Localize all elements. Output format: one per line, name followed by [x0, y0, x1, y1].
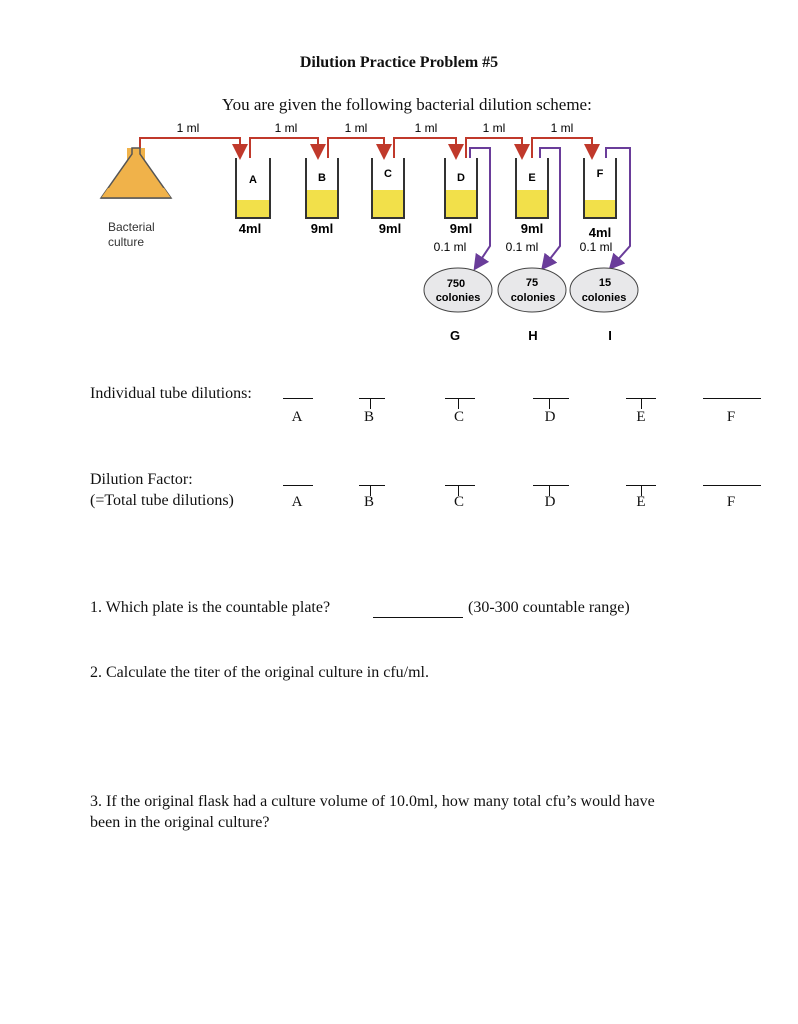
blank-letter: C — [453, 494, 464, 510]
factor-blank-d[interactable] — [533, 485, 569, 486]
flask-label: culture — [108, 235, 145, 249]
plate-letter: H — [528, 328, 538, 343]
plate-letter: I — [608, 328, 612, 343]
colony-count: 750 — [446, 278, 466, 290]
blank-letter: B — [363, 409, 374, 425]
answer-blank-f[interactable] — [703, 398, 761, 399]
tube-letter: C — [384, 168, 392, 180]
question-3-continued: been in the original culture? — [90, 814, 270, 831]
tube-volume: 4ml — [588, 225, 612, 240]
tube-letter: D — [457, 172, 465, 184]
blank-letter: A — [291, 409, 303, 425]
tube-letter: A — [249, 174, 257, 186]
plating-label: 0.1 ml — [433, 240, 467, 254]
tube-volume: 9ml — [520, 221, 544, 236]
plate-i — [570, 268, 638, 312]
blank-letter: F — [726, 494, 736, 510]
tube-letter: F — [596, 168, 604, 180]
tube-volume: 4ml — [238, 221, 262, 236]
plate-letter: G — [449, 328, 461, 343]
colony-unit: colonies — [510, 292, 556, 304]
factor-blank-a[interactable] — [283, 485, 313, 486]
factor-blank-b[interactable] — [359, 485, 385, 486]
transfer-lines — [140, 138, 592, 158]
blank-letter: D — [544, 409, 556, 425]
colony-unit: colonies — [435, 292, 481, 304]
transfer-label: 1 ml — [482, 121, 506, 135]
answer-blank-b[interactable] — [359, 398, 385, 399]
tube-c — [372, 158, 404, 218]
plate-h — [498, 268, 566, 312]
tube-a — [236, 158, 270, 218]
transfer-label: 1 ml — [550, 121, 574, 135]
blank-letter: C — [453, 409, 464, 425]
question-2: 2. Calculate the titer of the original culture in cfu/ml. — [90, 664, 429, 681]
question-1: 1. Which plate is the countable plate? — [90, 599, 331, 616]
tube-letter: E — [528, 172, 536, 184]
answer-blank-d[interactable] — [533, 398, 569, 399]
transfer-label: 1 ml — [344, 121, 368, 135]
intro-text: You are given the following bacterial dilution scheme: — [222, 95, 592, 114]
tube-b — [306, 158, 338, 218]
tube-volume: 9ml — [310, 221, 334, 236]
blank-letter: E — [636, 409, 646, 425]
blank-letter: E — [636, 494, 646, 510]
colony-count: 15 — [598, 277, 612, 289]
plate-g — [424, 268, 492, 312]
tube-d — [445, 158, 477, 218]
question-3: 3. If the original flask had a culture volume of 10.0ml, how many total cfu’s would have — [90, 793, 655, 810]
factor-blank-c[interactable] — [445, 485, 475, 486]
dilution-diagram — [0, 0, 798, 360]
transfer-label: 1 ml — [414, 121, 438, 135]
plating-label: 0.1 ml — [505, 240, 539, 254]
answer-blank-c[interactable] — [445, 398, 475, 399]
blank-letter: D — [544, 494, 556, 510]
blank-letter: A — [291, 494, 303, 510]
answer-blank-a[interactable] — [283, 398, 313, 399]
flask-label: Bacterial — [108, 220, 155, 234]
blank-letter: F — [726, 409, 736, 425]
factor-blank-f[interactable] — [703, 485, 761, 486]
tube-volume: 9ml — [449, 221, 473, 236]
tube-volume: 9ml — [378, 221, 402, 236]
colony-unit: colonies — [581, 292, 627, 304]
question-1-range: (30-300 countable range) — [468, 599, 630, 616]
question-1-answer-blank[interactable] — [373, 617, 463, 618]
colony-count: 75 — [525, 277, 539, 289]
dilution-factor-sublabel: (=Total tube dilutions) — [90, 492, 234, 509]
transfer-label: 1 ml — [274, 121, 298, 135]
tube-letter: B — [318, 172, 326, 184]
flask-icon — [101, 148, 171, 198]
tube-f — [584, 158, 616, 218]
transfer-label: 1 ml — [176, 121, 200, 135]
page-title: Dilution Practice Problem #5 — [299, 54, 499, 71]
dilution-factor-label: Dilution Factor: — [90, 471, 193, 488]
tube-e — [516, 158, 548, 218]
blank-letter: B — [363, 494, 374, 510]
plating-label: 0.1 ml — [579, 240, 613, 254]
tube-dilutions-label: Individual tube dilutions: — [90, 385, 252, 402]
